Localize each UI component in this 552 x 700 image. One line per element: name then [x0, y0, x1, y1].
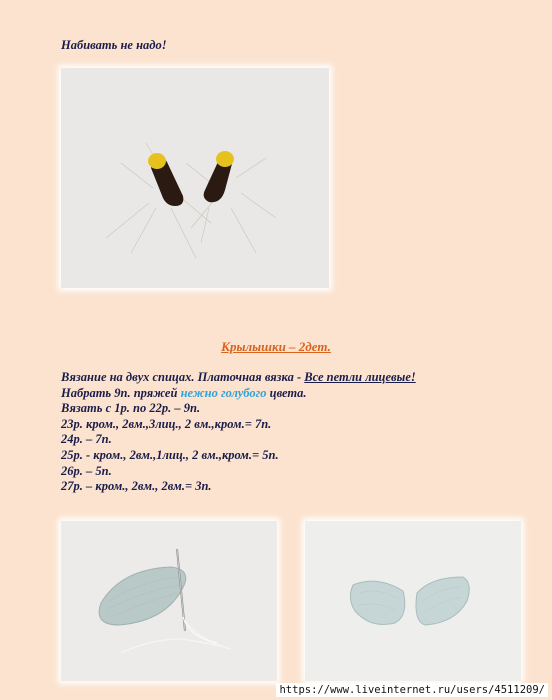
instruction-line: 23р. кром., 2вм.,3лиц., 2 вм.,кром.= 7п.: [61, 416, 272, 431]
section-title: Крылышки – 2дет.: [221, 339, 331, 354]
instruction-line: [61, 386, 416, 402]
instruction-line: [61, 370, 416, 386]
instruction-text: Вязание на двух спицах. Платочная вязка -: [61, 370, 305, 384]
instructions: [61, 370, 416, 495]
instruction-text: Набрать 9п. пряжей: [61, 385, 181, 400]
instruction-line: 25р. - кром., 2вм.,1лиц., 2 вм.,кром.= 5п.: [61, 447, 279, 462]
instruction-text: цвета.: [266, 385, 307, 400]
note-text: Набивать не надо!: [61, 38, 167, 52]
yarn-color-text: нежно голубого: [180, 385, 267, 400]
finished-wings-illustration: [305, 521, 521, 681]
instruction-line: 26р. – 5п.: [61, 463, 112, 478]
instruction-line: Вязать с 1р. по 22р. – 9п.: [61, 401, 201, 416]
right-antenna: [204, 151, 234, 202]
wing-on-needle-illustration: [61, 521, 277, 681]
instruction-line: 27р. – кром., 2вм., 2вм.= 3п.: [61, 479, 212, 494]
left-antenna: [148, 153, 183, 206]
antennae-illustration: [61, 68, 329, 288]
finished-wings-photo: [305, 521, 521, 681]
wing-on-needle-photo: [61, 521, 277, 681]
instruction-emphasis: Все петли лицевые!: [304, 370, 416, 384]
instruction-line: 24р. – 7п.: [61, 432, 112, 447]
footer-url: https://www.liveinternet.ru/users/4511209/: [276, 683, 548, 697]
antennae-photo: [61, 68, 329, 288]
